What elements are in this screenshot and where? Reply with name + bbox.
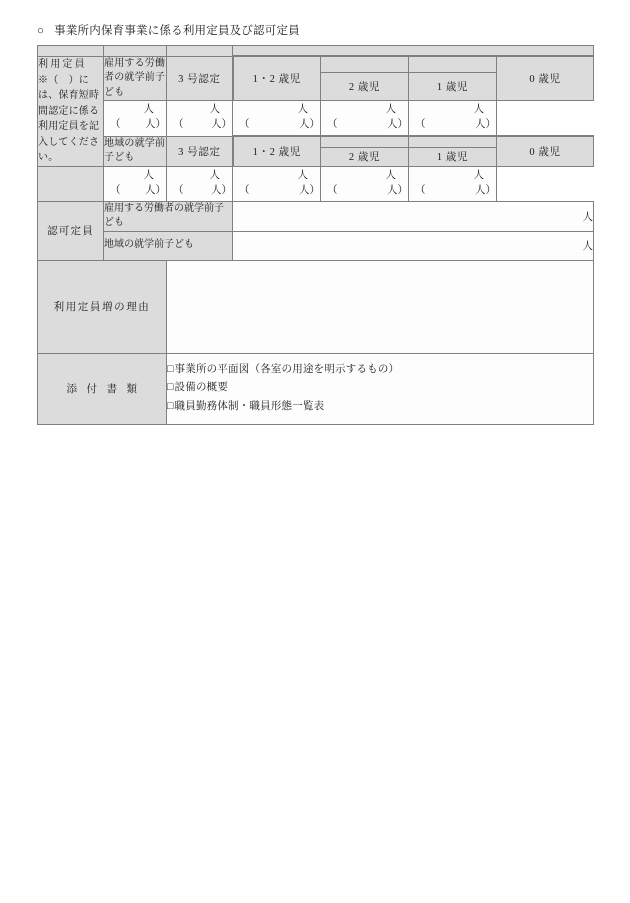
group1-value-nigou-unit: 人 bbox=[143, 104, 154, 116]
top-strip-ages bbox=[233, 46, 594, 57]
attachment-item-facility-outline[interactable] bbox=[167, 379, 593, 397]
top-strip-rowlabel bbox=[104, 46, 167, 57]
group1-value-zero-unit: 人 bbox=[473, 104, 484, 116]
paren-open: （ bbox=[327, 184, 338, 196]
reason-row bbox=[38, 260, 594, 353]
attachments-label bbox=[38, 353, 167, 424]
paren-open: （ bbox=[110, 119, 121, 131]
paren-unit: 人） bbox=[211, 119, 232, 131]
group2-value-zero[interactable] bbox=[409, 166, 497, 201]
ninka-teiin-value-local[interactable]: 人 bbox=[233, 231, 594, 260]
ninka-teiin-value-employed[interactable]: 人 bbox=[233, 201, 594, 231]
attachment-item-staff-roster-label: 職員勤務体制・職員形態一覧表 bbox=[174, 400, 325, 412]
paren-unit: 人） bbox=[299, 184, 320, 196]
group2-value-nigou-unit: 人 bbox=[143, 169, 154, 181]
group2-value-one-two[interactable] bbox=[167, 166, 233, 201]
group1-value-two[interactable] bbox=[233, 101, 321, 137]
reason-input-area[interactable] bbox=[167, 260, 594, 353]
group2-value-two-paren bbox=[233, 184, 320, 199]
group1-value-one-two[interactable] bbox=[167, 101, 233, 137]
group1-value-one-unit: 人 bbox=[385, 104, 396, 116]
paren-open: （ bbox=[110, 184, 121, 196]
paren-unit: 人） bbox=[299, 119, 320, 130]
group1-header-row bbox=[38, 56, 594, 72]
group1-value-one-two-unit: 人 bbox=[209, 104, 220, 116]
group2-row-label: 地域の就学前子ども bbox=[104, 136, 167, 166]
group2-header-nigou: 3 号認定 bbox=[167, 136, 233, 166]
paren-open: （ bbox=[415, 184, 426, 196]
checkbox-icon[interactable]: □ bbox=[167, 364, 174, 376]
group2-spacer-one bbox=[409, 136, 497, 147]
group1-value-nigou-paren bbox=[104, 118, 166, 133]
checkbox-icon[interactable]: □ bbox=[167, 382, 174, 394]
group2-value-one-two-paren bbox=[167, 184, 232, 199]
attachment-item-facility-outline-label: 設備の概要 bbox=[174, 382, 229, 394]
ninka-teiin-label: 認可定員 bbox=[38, 201, 104, 260]
group1-row-label: 雇用する労働者の就学前子ども bbox=[104, 56, 167, 101]
ninka-teiin-sublabel-local: 地域の就学前子ども bbox=[104, 231, 233, 260]
group1-spacer-two bbox=[321, 56, 409, 72]
group1-header-two: 2 歳児 bbox=[321, 72, 409, 100]
group1-header-zero: 0 歳児 bbox=[497, 56, 594, 101]
group1-value-one[interactable] bbox=[321, 101, 409, 137]
group2-value-two[interactable] bbox=[233, 166, 321, 201]
paren-open: （ bbox=[415, 119, 426, 130]
paren-unit: 人） bbox=[387, 119, 408, 130]
group1-spacer-one bbox=[409, 56, 497, 72]
group1-header-one: 1 歳児 bbox=[409, 72, 497, 100]
group2-value-zero-paren bbox=[409, 184, 496, 199]
paren-unit: 人） bbox=[211, 184, 232, 196]
group2-header-one: 1 歳児 bbox=[409, 147, 497, 166]
group2-value-two-unit: 人 bbox=[297, 169, 308, 181]
title-bullet-marker: ○ bbox=[37, 25, 45, 37]
group1-value-two-unit: 人 bbox=[297, 104, 308, 116]
group2-caption-filler bbox=[38, 166, 104, 201]
group1-value-one-two-paren bbox=[167, 118, 232, 133]
group2-value-one-two-unit: 人 bbox=[209, 169, 220, 181]
attachments-label-char-2: 付 bbox=[86, 384, 98, 395]
top-strip-nigou bbox=[167, 46, 233, 57]
attachments-label-char-1: 添 bbox=[66, 384, 78, 395]
reason-label: 利用定員増の理由 bbox=[38, 260, 167, 353]
top-strip-left bbox=[38, 46, 104, 57]
paren-unit: 人） bbox=[145, 119, 166, 131]
paren-open: （ bbox=[239, 119, 250, 130]
paren-open: （ bbox=[327, 119, 338, 130]
group1-value-zero-paren bbox=[409, 118, 496, 133]
checkbox-icon[interactable]: □ bbox=[167, 400, 174, 412]
attachments-list bbox=[167, 353, 594, 424]
group2-value-zero-unit: 人 bbox=[473, 169, 484, 181]
group2-values-row bbox=[38, 166, 594, 201]
riyou-teiin-caption-cell bbox=[38, 56, 104, 166]
ninka-teiin-row-2 bbox=[38, 231, 594, 260]
group2-spacer-two bbox=[321, 136, 409, 147]
table-top-strip-row bbox=[38, 46, 594, 57]
page-title bbox=[37, 22, 300, 38]
group1-value-two-paren bbox=[233, 118, 320, 133]
attachment-item-staff-roster[interactable] bbox=[167, 398, 593, 416]
riyou-teiin-caption-note: ※（ ）には、保育短時間認定に係る利用定員を記入してください。 bbox=[38, 74, 100, 163]
group2-value-one-paren bbox=[321, 184, 408, 199]
group1-value-zero[interactable] bbox=[409, 101, 497, 137]
paren-unit: 人） bbox=[145, 184, 166, 196]
group2-header-row bbox=[38, 136, 594, 147]
attachments-label-char-3: 書 bbox=[106, 384, 118, 395]
ninka-teiin-row-1 bbox=[38, 201, 594, 231]
group2-value-nigou[interactable] bbox=[104, 166, 167, 201]
paren-unit: 人） bbox=[475, 119, 496, 130]
ninka-teiin-sublabel-employed: 雇用する労働者の就学前子ども bbox=[104, 201, 233, 231]
group2-header-one-two: 1・2 歳児 bbox=[233, 136, 321, 166]
attachment-item-floorplan-label: 事業所の平面図（各室の用途を明示するもの） bbox=[174, 364, 400, 376]
group1-header-one-two: 1・2 歳児 bbox=[233, 56, 321, 101]
group2-value-one-unit: 人 bbox=[385, 169, 396, 181]
group1-value-one-paren bbox=[321, 118, 408, 133]
group2-value-one[interactable] bbox=[321, 166, 409, 201]
attachments-label-char-4: 類 bbox=[126, 384, 138, 395]
paren-open: （ bbox=[173, 184, 184, 196]
group2-value-nigou-paren bbox=[104, 184, 166, 199]
attachment-item-floorplan[interactable] bbox=[167, 361, 593, 379]
group1-value-nigou[interactable] bbox=[104, 101, 167, 137]
group1-values-row bbox=[38, 101, 594, 137]
attachments-row bbox=[38, 353, 594, 424]
group2-header-two: 2 歳児 bbox=[321, 147, 409, 166]
group2-header-zero: 0 歳児 bbox=[497, 136, 594, 166]
paren-unit: 人） bbox=[475, 184, 496, 196]
riyou-teiin-caption-head: 利用定員 bbox=[38, 58, 87, 70]
paren-unit: 人） bbox=[387, 184, 408, 196]
group1-header-nigou: 3 号認定 bbox=[167, 56, 233, 101]
paren-open: （ bbox=[173, 119, 184, 131]
paren-open: （ bbox=[239, 184, 250, 196]
capacity-form-table bbox=[37, 45, 594, 425]
title-text: 事業所内保育事業に係る利用定員及び認可定員 bbox=[54, 25, 300, 37]
